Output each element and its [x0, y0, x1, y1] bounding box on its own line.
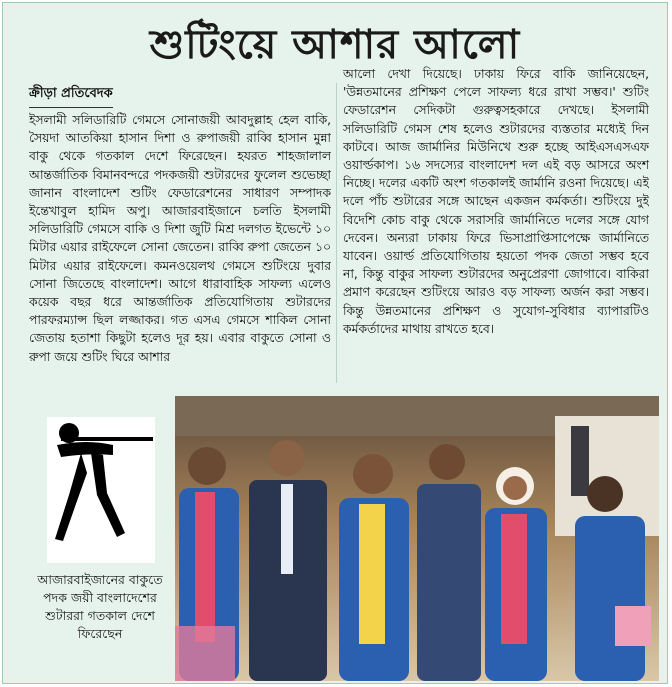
photo-illustration [175, 396, 659, 681]
article-column-right [343, 65, 649, 383]
byline: ক্রীড়া প্রতিবেদক [29, 84, 113, 108]
headline: শুটিংয়ে আশার আলো [149, 22, 521, 68]
photo-caption: আজারবাইজানের বাকুতে পদক জয়ী বাংলাদেশের শুটাররা গতকাল দেশে ফিরেছেন [37, 572, 163, 641]
shooter-icon [47, 417, 155, 563]
paragraph: আলো দেখা দিয়েছে। ঢাকায় ফিরে বাকি জানিয়েছেন, 'উন্নতমানের প্রশিক্ষণ পেলে সাফল্য ধরে রাখা সম্ভব।' শুটিং ফেডারেশন সেদিকটা গুরুত্বসহকারে দেখছে। ইসলামী সলিডারিটি গেমস শেষ হলেও শুটারদের ব্যস্ততার মধ্যেই দিন কাটবে। আজ জার্মানির মিউনিখে শুরু হচ্ছে আইএসএসএফ ওয়ার্ল্ডকাপ। ১৬ সদস্যের বাংলাদেশ দল এই বড় আসরে অংশ নিচ্ছে। দলের একটি অংশ গতকালই জার্মানি রওনা দিয়েছে। এই দলে পাঁচ শুটারের সঙ্গে আছেন একজন কর্মকর্তা। শুটিংয়ে দুই বিদেশি কোচ বাকু থেকে সরাসরি জার্মানিতে দলের সঙ্গে যোগ দেবেন। অন্যরা ঢাকায় ফিরে ভিসাপ্রাপ্তিসাপেক্ষে জার্মানিতে যাবেন। ওয়ার্ল্ড প্রতিযোগিতায় হয়তো পদক জেতা সম্ভব হবে না, কিন্তু বাকুর সাফল্য শুটারদের অনুপ্রেরণা জোগাবে। বাকিরা প্রমাণ করেছেন শুটিংয়ে আরও বড় সাফল্য অর্জন করা সম্ভব। কিন্তু উন্নতমানের প্রশিক্ষণ ও সুযোগ-সুবিধার ব্যাপারটিও কর্মকর্তাদের মাথায় রাখতে হবে। [343, 67, 649, 336]
article-column-left [29, 111, 331, 381]
paragraph: ইসলামী সলিডারিটি গেমসে সোনাজয়ী আবদুল্লাহ হেল বাকি, সৈয়দা আতকিয়া হাসান দিশা ও রুপাজয়ী রাব্বি হাসান মুন্না বাকু থেকে গতকাল দেশে ফিরেছেন। হযরত শাহজালাল আন্তর্জাতিক বিমানবন্দরে পদকজয়ী শুটারদের ফুলেল শুভেচ্ছা জানান বাংলাদেশ শুটিং ফেডারেশনের সাধারণ সম্পাদক ইন্তেখাবুল হামিদ অপু। আজারবাইজানে চলতি ইসলামী সলিডারিটি গেমসে বাকি ও দিশা জুটি মিশ্র দলগত ইভেন্টে ১০ মিটার এয়ার রাইফেলে সোনা জেতেন। রাব্বি রুপা জেতেন ১০ মিটার এয়ার রাইফেলে। কমনওয়েলথ গেমসে শুটিংয়ে দুবার সোনা জিতেছে বাংলাদেশ। আগে ধারাবাহিক সাফল্য এলেও কয়েক বছর ধরে আন্তর্জাতিক প্রতিযোগিতায় শুটারদের পারফরম্যান্স ছিল লজ্জাকর। গত এসএ গেমসে শাকিল সোনা জেতায় হতাশা কিছুটা হলেও দূর হয়। এবার বাকুতে সোনা ও রুপা জয়ে শুটিং ঘিরে আশার [29, 113, 331, 364]
newspaper-article [2, 2, 668, 684]
shooting-pictogram [47, 417, 155, 563]
column-divider [336, 83, 337, 383]
team-photo [175, 396, 659, 681]
